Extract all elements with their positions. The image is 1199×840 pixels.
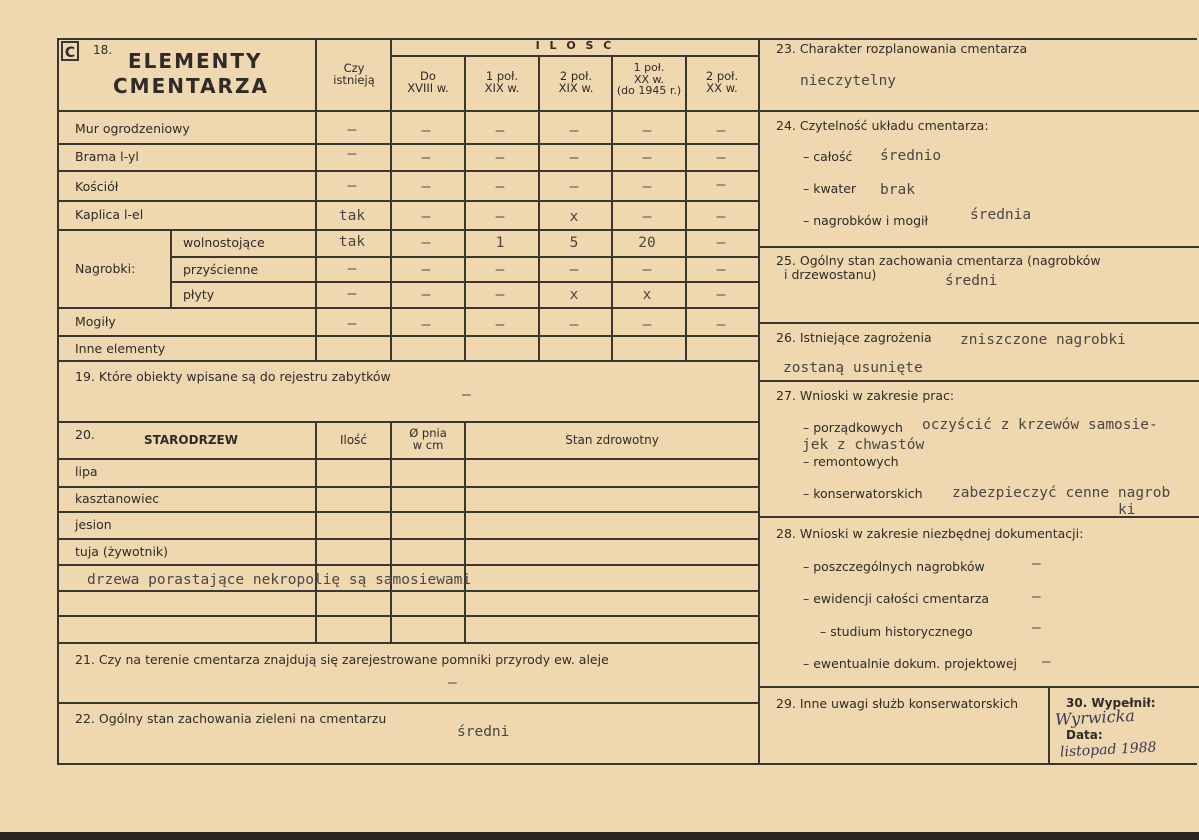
col-line [685, 56, 687, 361]
col-czy-header: Czy istnieją [333, 61, 375, 88]
row-line [57, 200, 758, 202]
cell: – [642, 123, 652, 139]
q25-answer: średni [945, 273, 998, 289]
q26-label: 26. Istniejące zagrożenia [776, 330, 932, 345]
q27-kons-label: – konserwatorskich [803, 486, 923, 501]
cell: – [569, 262, 579, 278]
section-line [758, 380, 1199, 382]
row-line [57, 229, 758, 231]
q28-item-label: – studium historycznego [820, 624, 973, 639]
row-label: Kościół [75, 179, 119, 194]
section-c-box: C [61, 41, 79, 61]
section-line [758, 686, 1199, 688]
q21-answer: – [448, 675, 457, 691]
row-label: Brama l-yl [75, 149, 139, 164]
czy-value: – [347, 261, 357, 277]
center-divider [758, 38, 760, 765]
cell: – [495, 262, 505, 278]
cell: – [421, 123, 431, 139]
row-line [57, 143, 758, 145]
q27-label: 27. Wnioski w zakresie prac: [776, 388, 955, 403]
row-label: wolnostojące [183, 235, 265, 250]
q22-label: 22. Ogólny stan zachowania zieleni na cmentarzu [75, 711, 387, 726]
tree-label: tuja (żywotnik) [75, 544, 169, 559]
q24-item-label: – całość [803, 149, 853, 164]
cell: – [421, 179, 431, 195]
header-bottom-line [57, 110, 760, 112]
row-line [57, 615, 758, 617]
section18-title-line2: CMENTARZA [113, 74, 269, 98]
cell: – [495, 179, 505, 195]
czy-value: – [347, 122, 357, 138]
cell: – [421, 262, 431, 278]
cell: – [716, 317, 726, 333]
row-line [57, 486, 758, 488]
q27-porz-answer2: jek z chwastów [802, 437, 925, 453]
cell: – [569, 123, 579, 139]
cell: – [716, 262, 726, 278]
section-line [57, 642, 760, 644]
row-line [57, 335, 758, 337]
q20-col-stan: Stan zdrowotny [565, 433, 659, 447]
section-line [758, 110, 1199, 112]
cell: – [642, 317, 652, 333]
cell: 5 [569, 235, 579, 251]
q27-kons-answer2: ki [1118, 502, 1136, 518]
czy-value: – [347, 316, 357, 332]
cell: – [495, 209, 505, 225]
period-header: Do XVIII w. [407, 69, 449, 96]
tree-label: lipa [75, 464, 98, 479]
cell: – [569, 317, 579, 333]
cell: – [569, 150, 579, 166]
col-line [464, 56, 466, 361]
q20-num: 20. [75, 427, 95, 442]
q25-label-line1: 25. Ogólny stan zachowania cmentarza (nagrobków [776, 253, 1101, 268]
q29-label: 29. Inne uwagi służb konserwatorskich [776, 696, 1018, 711]
row-label: przyścienne [183, 262, 259, 277]
row-line [57, 590, 758, 592]
q30-date: listopad 1988 [1059, 739, 1157, 761]
col-line [538, 56, 540, 361]
cell: – [716, 235, 726, 251]
q27-rem-label: – remontowych [803, 454, 899, 469]
row-line [57, 458, 758, 460]
section18-num: 18. [93, 43, 113, 57]
czy-value: – [347, 146, 357, 162]
cell: – [495, 287, 505, 303]
cell: 20 [638, 235, 656, 251]
cell: – [716, 177, 726, 193]
q28-item-value: – [1032, 556, 1041, 572]
cell: – [495, 150, 505, 166]
cell: – [495, 123, 505, 139]
cell: – [421, 209, 431, 225]
cell: – [421, 317, 431, 333]
row-label: Kaplica l-el [75, 207, 144, 222]
trees-note: drzewa porastające nekropolię są samosiewami [87, 572, 472, 588]
q27-porz-answer1: oczyścić z krzewów samosie- [922, 417, 1158, 433]
q28-item-label: – poszczególnych nagrobków [803, 559, 985, 574]
col-line [315, 40, 317, 361]
cell: – [716, 150, 726, 166]
col-line [390, 422, 392, 643]
q26-answer-line1: zniszczone nagrobki [960, 332, 1126, 348]
col-line [315, 422, 317, 643]
section-line [758, 246, 1199, 248]
cell: x [569, 287, 579, 303]
period-header: 1 poł. XIX w. [484, 69, 520, 96]
cell: – [716, 209, 726, 225]
cell: – [495, 317, 505, 333]
q28-item-value: – [1042, 654, 1051, 670]
period-header: 2 poł. XX w. [705, 69, 739, 96]
row-line [57, 307, 758, 309]
q28-item-label: – ewidencji całości cmentarza [803, 591, 990, 606]
cell: – [421, 235, 431, 251]
ilosc-line [390, 55, 758, 57]
q25-label-line2: i drzewostanu) [784, 267, 877, 282]
q23-answer: nieczytelny [800, 73, 897, 89]
czy-value: – [347, 178, 357, 194]
section-line [758, 322, 1199, 324]
q20-title: STARODRZEW [144, 433, 238, 447]
col-line [464, 422, 466, 643]
row-line [57, 538, 758, 540]
row-line [57, 511, 758, 513]
cell: – [716, 123, 726, 139]
czy-value: tak [338, 208, 366, 224]
section-line [57, 360, 760, 362]
q22-answer: średni [457, 724, 510, 740]
q23-label: 23. Charakter rozplanowania cmentarza [776, 41, 1028, 56]
q24-item-value: brak [880, 182, 915, 198]
cell: – [642, 150, 652, 166]
cell: – [642, 209, 652, 225]
period-header: 2 poł. XIX w. [558, 69, 594, 96]
tree-label: jesion [75, 517, 112, 532]
q30-signature: Wyrwicka [1054, 705, 1136, 730]
col-line [1048, 686, 1050, 765]
q21-label: 21. Czy na terenie cmentarza znajdują się zarejestrowane pomniki przyrody ew. aleje [75, 652, 609, 667]
row-label: Mogiły [75, 314, 116, 329]
tree-label: kasztanowiec [75, 491, 160, 506]
cell: – [716, 287, 726, 303]
q26-answer-line2: zostaną usunięte [783, 360, 923, 376]
q28-label: 28. Wnioski w zakresie niezbędnej dokumentacji: [776, 526, 1084, 541]
q24-item-value: średnia [970, 207, 1032, 223]
cell: – [642, 179, 652, 195]
q30-label: 30. Wypełnił: [1066, 696, 1156, 710]
q24-item-value: średnio [880, 148, 942, 164]
row-label: płyty [183, 287, 215, 302]
cell: x [642, 287, 652, 303]
q24-label: 24. Czytelność układu cmentarza: [776, 118, 989, 133]
section-line [57, 702, 760, 704]
cell: x [569, 209, 579, 225]
row-line [57, 170, 758, 172]
cell: – [642, 262, 652, 278]
row-label: Mur ogrodzeniowy [75, 121, 190, 136]
q28-item-value: – [1032, 589, 1041, 605]
row-line [57, 564, 758, 566]
q24-item-label: – nagrobków i mogił [803, 213, 929, 228]
q28-item-label: – ewentualnie dokum. projektowej [803, 656, 1018, 671]
czy-value: – [347, 286, 357, 302]
cell: 1 [495, 235, 505, 251]
period-header: 1 poł. XX w. (do 1945 r.) [616, 61, 682, 98]
cell: – [421, 287, 431, 303]
col-line [611, 56, 613, 361]
col-line [170, 229, 172, 307]
nagrobki-label: Nagrobki: [75, 261, 136, 276]
cell: – [421, 150, 431, 166]
row-label: Inne elementy [75, 341, 166, 356]
q30-date-label: Data: [1066, 728, 1103, 742]
section-line [57, 421, 760, 423]
section18-title-line1: ELEMENTY [128, 49, 263, 73]
cell: – [569, 179, 579, 195]
q20-col-pnia: Ø pnia w cm [409, 426, 447, 453]
q27-kons-answer1: zabezpieczyć cenne nagrob [952, 485, 1171, 501]
czy-value: tak [338, 234, 366, 250]
q20-col-ilosc: Ilość [339, 433, 368, 447]
q24-item-label: – kwater [803, 181, 857, 196]
q19-label: 19. Które obiekty wpisane są do rejestru zabytków [75, 369, 391, 384]
ilosc-header: I L O Ś Ć [535, 39, 615, 52]
q28-item-value: – [1032, 620, 1041, 636]
q19-answer: – [462, 387, 471, 403]
q27-porz-label: – porządkowych [803, 420, 903, 435]
